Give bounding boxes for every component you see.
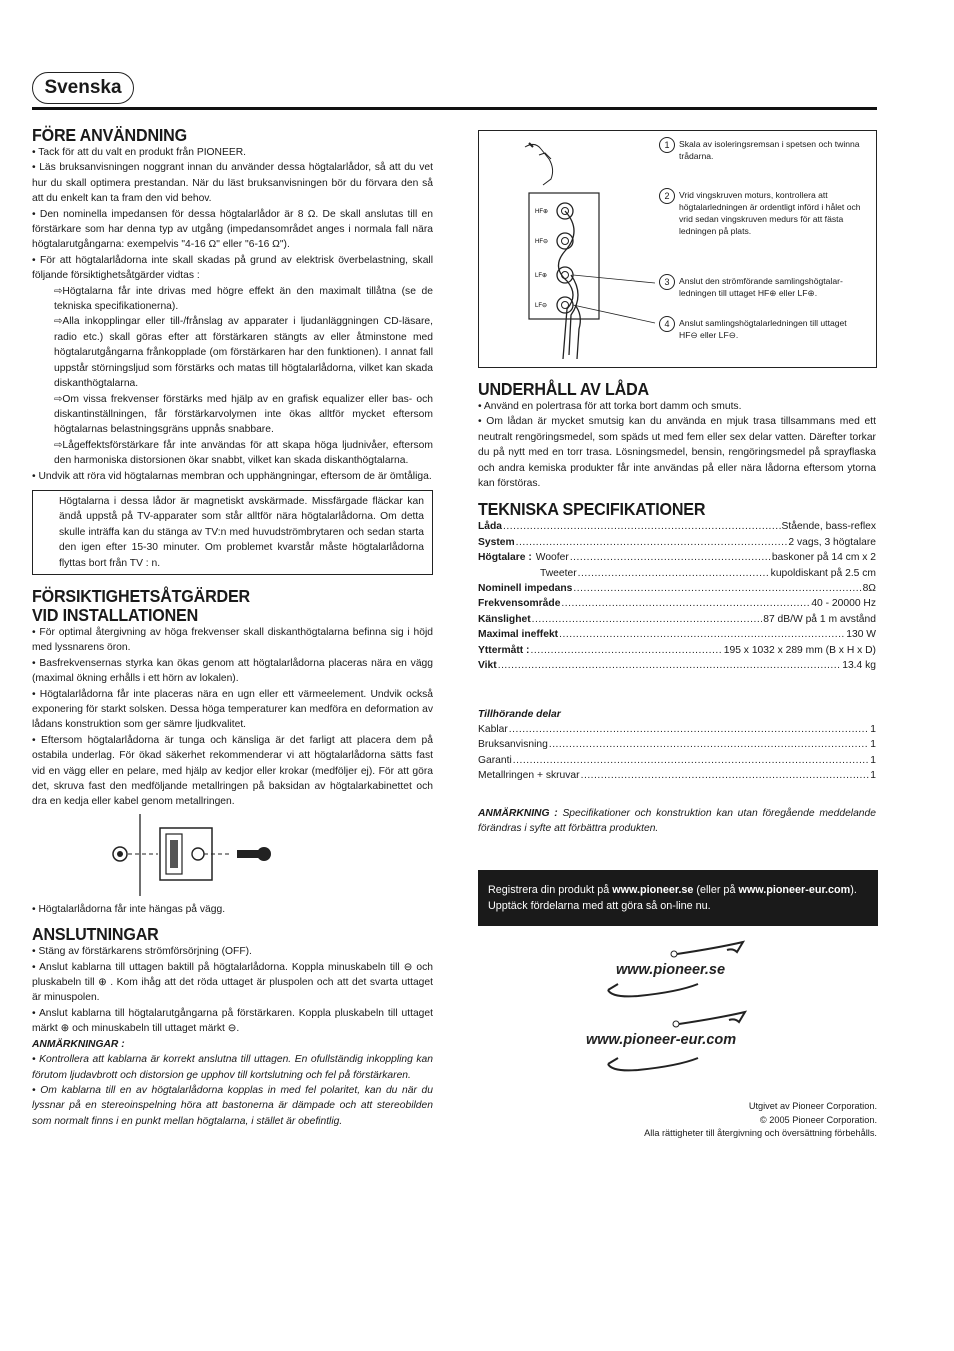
section-title-before-use: FÖRE ANVÄNDNING [32,125,187,145]
accessory-name: Metallringen + skruvar [478,770,580,782]
left-column [32,126,433,1129]
step-text: Anslut den strömförande samlingshögtalar-ledningen till uttaget HF⊕ eller LF⊕. [679,276,843,298]
spec-row [478,535,876,550]
remark-label: ANMÄRKNING : [478,807,558,819]
publisher-info [560,1100,877,1141]
accessories-title: Tillhörande delar [478,708,561,720]
url-text-se[interactable]: www.pioneer.se [616,962,726,978]
notes-title: ANMÄRKNINGAR : [32,1038,125,1050]
accessory-row [478,737,876,752]
terminal-label: HF⊖ [535,239,549,245]
diagram-step-1 [664,138,867,162]
spec-key: Låda [478,521,503,533]
leader-dots [581,768,870,783]
language-badge: Svenska [32,72,134,104]
step-number: 3 [659,274,675,290]
banner-text: ). [850,884,857,896]
remark-text: Specifikationer och konstruktion kan utan föregående meddelande förändras i syfte att förbättra produkten. [478,807,876,834]
note: • Om kablarna till en av högtalarlådorna kopplas in med fel polaritet, kan du när du lyssnar på en stereoinspelning höra att bastonerna är dämpade och att stereobilden som normalt finns i en punkt mellan högtalarna, i stället är obefintlig. [32,1084,433,1127]
accessory-name: Garanti [478,754,512,766]
paragraph: • Använd en polertrasa för att torka bort damm och smuts. [478,401,742,412]
sub-item-text: Alla inkopplingar eller till-/frånslag av apparater i ljudanläggningen CD-läsare, radio etc.) skall göras efter att förstärkaren stängts av eller åtminstone med högtalarutgångarna frånkopplade (om förstärkaren har den funktionen). I annat fall uppstår störningsljud som förstärks och matas till högtalarlådorna, vilket kan skada diskanthögtalarna. [54,316,433,390]
spec-value: baskoner på 14 cm x 2 [771,552,876,564]
remark [478,806,876,837]
url-text-eur[interactable]: www.pioneer-eur.com [586,1032,737,1048]
sub-item [32,392,433,438]
spec-value: 8Ω [862,583,876,595]
right-column [478,380,876,836]
leader-dots [561,596,810,611]
paragraph: • Den nominella impedansen för dessa högtalarlådor är 8 Ω. De skall anslutas till en förstärkare som har denna typ av utgång (impedansområdet anges i normala fall nära högtalarutgångarna: exempelvis "4-16 Ω" eller "6-16 Ω"). [32,208,433,251]
paragraph: • Högtalarlådorna får inte hängas på vägg. [32,903,226,915]
banner-text: Registrera din produkt på [488,884,613,896]
sub-item-text: Lågeffektsförstärkare får inte användas för att skapa höga ljudnivåer, eftersom den harmoniska distorsionen ökar snabbt, vilket kan skada diskanthögtalarna. [54,439,433,467]
publisher-line: Alla rättigheter till återgivning och översättning förbehålls. [644,1128,877,1138]
leader-dots [570,550,771,565]
sub-item [32,314,433,391]
leader-dots [513,753,869,768]
registration-banner [478,870,878,926]
spec-row [478,550,876,565]
paragraph: • För optimal återgivning av höga frekvenser skall diskanthögtalarna befinna sig i höjd med lyssnarens öron. [32,626,433,654]
paragraph: • Om lådan är mycket smutsig kan du använda en mjuk trasa tillsammans med ett neutralt rengöringsmedel, som späds ut med fem eller sex delar vatten. Därefter torkar du på nytt med en torr trasa. Lösningsmedel, bensin, rengöringsmedel på sprayflaska och andra kemiska produkter får inte användas på eller nära lådorna eftersom ytorna kan förstöras. [478,416,876,490]
spec-row [478,566,876,581]
spec-value: 87 dB/W på 1 m avstånd [763,613,876,625]
arrow-icon: ⇨ [54,316,63,328]
spec-row [478,643,876,658]
paragraph: • Basfrekvensernas styrka kan ökas genom att högtalarlådorna placeras nära en vägg (maximal ökning erhålls i ett hörn av lokalen). [32,657,433,685]
spec-value: 2 vags, 3 högtalare [788,536,876,548]
sub-item [32,284,433,315]
banner-line-1 [488,882,868,898]
arrow-icon: ⇨ [54,393,63,405]
spec-row [478,627,876,642]
spec-row [478,519,876,534]
wall-ring-illustration [32,810,433,902]
paragraph: • Stäng av förstärkarens strömförsörjning (OFF). [32,946,252,958]
sub-item-text: Högtalarna får inte drivas med högre effekt än den maximalt tillåtna (se de tekniska specifikationerna). [54,285,433,313]
spec-row [478,581,876,596]
spec-value: 13.4 kg [842,660,876,672]
sub-item [32,438,433,469]
diagram-step-3 [664,275,867,299]
spec-subkey: Tweeter [540,567,577,579]
header-rule [32,107,877,110]
spec-key: Nominell impedans [478,583,573,595]
leader-dots [532,612,763,627]
accessory-row [478,722,876,737]
spec-value: Stående, bass-reflex [781,521,876,533]
terminal-label: HF⊕ [535,209,549,215]
diagram-step-4 [664,317,867,341]
arrow-icon: ⇨ [54,439,63,451]
paragraph: • Högtalarlådorna får inte placeras nära en ugn eller ett värmeelement. Undvik också exponering för starkt solsken. Dessa höga temperaturer kan medföra en deformation av lådans konstruktion som ger sämre ljudkvalitet. [32,688,433,731]
accessory-qty: 1 [870,739,876,751]
leader-dots [498,658,842,673]
spec-key: Känslighet [478,613,531,625]
banner-link-se[interactable]: www.pioneer.se [612,884,694,896]
diagram-step-2 [664,189,867,237]
banner-line-2: Upptäck fördelarna med att göra så on-line nu. [488,900,711,912]
connection-diagram [478,130,877,368]
leader-dots [559,627,845,642]
step-number: 2 [659,188,675,204]
spec-value: 195 x 1032 x 289 mm (B x H x D) [723,644,876,656]
accessory-row [478,768,876,783]
spec-key: Högtalare : [478,552,532,564]
spec-key: System [478,536,515,548]
paragraph: • För att högtalarlådorna inte skall skadas på grund av elektrisk överbelastning, skall följande försiktighetsåtgärder vidtas : [32,254,433,282]
leader-dots [578,566,770,581]
spec-key: Yttermått : [478,644,530,656]
leader-dots [549,737,869,752]
accessory-name: Bruksanvisning [478,739,548,751]
spec-row [478,596,876,611]
step-text: Anslut samlingshögtalarledningen till uttaget HF⊖ eller LF⊖. [679,318,847,340]
spec-key: Frekvensområde [478,598,561,610]
leader-dots [509,722,870,737]
banner-link-eur[interactable]: www.pioneer-eur.com [738,884,851,896]
arrow-icon: ⇨ [54,285,63,297]
banner-text: (eller på [693,884,739,896]
paragraph: • Anslut kablarna till högtalarutgångarna på förstärkaren. Koppla pluskabeln till uttaget märkt ⊕ och minuskabeln till uttaget märkt ⊖. [32,1007,433,1035]
url-logo-se [606,940,766,1002]
leader-dots [531,643,723,658]
paragraph: • Läs bruksanvisningen noggrant innan du använder dessa högtalarlådor, så att du vet hur du skall optimera prestandan. När du läst bruksanvisningen bör du förvara den så att du enkelt kan ta fram den vid behov. [32,162,433,205]
publisher-line: Utgivet av Pioneer Corporation. [748,1101,877,1111]
leader-dots [503,519,781,534]
accessory-qty: 1 [870,723,876,735]
spec-subkey: Woofer [535,552,569,564]
spec-value: 40 - 20000 Hz [811,598,876,610]
spec-key: Vikt [478,660,497,672]
magnetic-shield-notice: Högtalarna i dessa lådor är magnetiskt avskärmade. Missfärgade fläckar kan ändå uppstå på TV-apparater som står alltför nära högtalarlådorna. Om detta skulle inträffa kan du stänga av TV:n med huvudströmbrytaren och sedan starta den igen efter 15-30 minuter. Om problemet kvarstår måste högtalarlådorna flyttas bort från TV : n. [32,490,433,575]
url-logo-eur [586,1010,786,1076]
leader-dots [573,581,861,596]
spec-value: kupoldiskant på 2.5 cm [770,567,876,579]
accessories-list [478,722,876,784]
terminal-label: LF⊕ [535,273,548,279]
spec-row [478,658,876,673]
accessory-name: Kablar [478,723,508,735]
step-text: Skala av isoleringsremsan i spetsen och twinna trådarna. [679,139,860,161]
paragraph: • Anslut kablarna till uttagen baktill på högtalarlådorna. Koppla minuskabeln till ⊖ och pluskabeln till ⊕ . Kom ihåg att det röda uttaget är pluspolen och att det svarta uttaget är minuspolen. [32,961,433,1004]
paragraph: • Undvik att röra vid högtalarnas membran och upphängningar, eftersom de är ömtåliga. [32,470,432,482]
section-title-maintenance: UNDERHÅLL AV LÅDA [478,379,649,399]
section-title-connections: ANSLUTNINGAR [32,924,159,945]
spec-key: Maximal ineffekt [478,629,559,641]
paragraph: • Eftersom högtalarlådorna är tunga och känsliga är det farligt att placera dem på ostabila underlag. För ökad säkerhet rekommenderar vi att högtalarlådorna sätts fast vid en vägg eller en pelare, med hjälp av kedjor eller krokar (medföljer ej). För att göra det, skruva fast den medföljande metallringen på baksidan av högtalarkabinettet och dra en kedja eller kabel genom metallringen. [32,734,433,808]
step-text: Vrid vingskruven moturs, kontrollera att högtalarledningen är ordentligt införd i hålet och vrid sedan vingskruven medurs för att fästa ledningen på plats. [679,190,861,236]
terminal-label: LF⊖ [535,303,548,309]
ring-screw-icon [32,810,433,902]
spec-table [478,519,876,673]
accessory-qty: 1 [870,770,876,782]
publisher-line: © 2005 Pioneer Corporation. [759,1114,877,1125]
section-title-installation-2: VID INSTALLATIONEN [32,604,199,625]
spec-value: 130 W [846,629,876,641]
step-number: 1 [659,137,675,153]
accessory-qty: 1 [870,754,876,766]
note: • Kontrollera att kablarna är korrekt anslutna till uttagen. En ofullständig inkoppling kan förutom ljudavbrott och distorsion ge upphov till kortslutning och fel på förstärkaren. [32,1054,433,1081]
leader-dots [516,535,788,550]
paragraph: • Tack för att du valt en produkt från PIONEER. [32,147,247,158]
section-title-specs: TEKNISKA SPECIFIKATIONER [478,499,706,520]
spec-row [478,612,876,627]
section-title-installation-1: FÖRSIKTIGHETSÅTGÄRDER [32,585,250,606]
step-number: 4 [659,316,675,332]
accessory-row [478,753,876,768]
sub-item-text: Om vissa frekvenser förstärks med hjälp av en grafisk equalizer eller bas- och diskantinställningen, får förstärkarvolymen inte ökas alltför mycket eftersom högtalarnas belastningsgräns uppnås snabbare. [54,393,433,436]
